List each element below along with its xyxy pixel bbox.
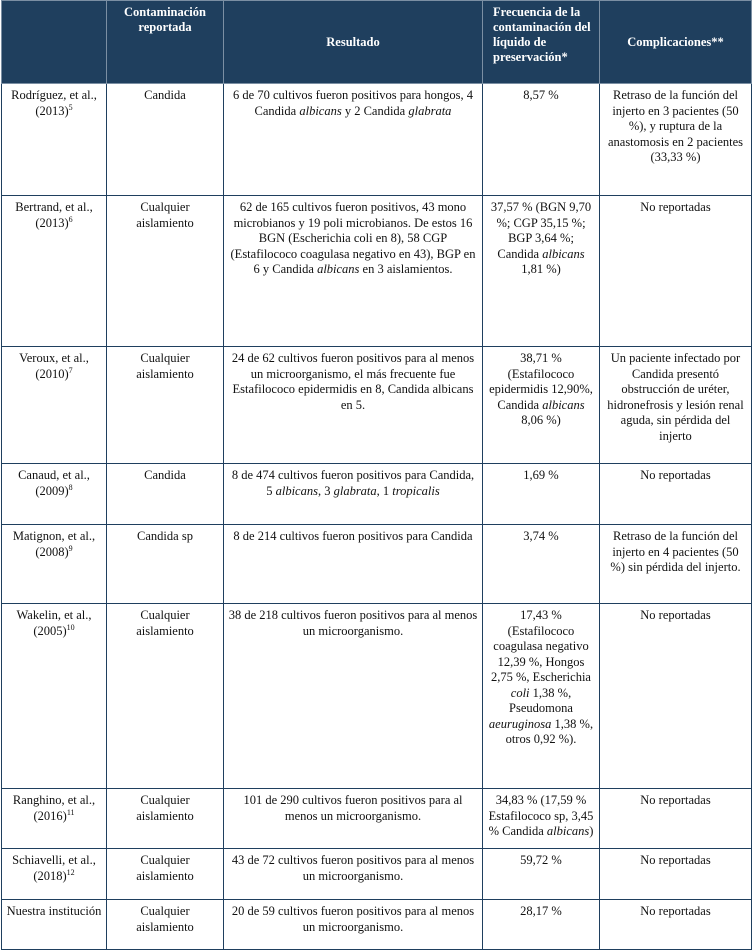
result-segment: 43 de 72 cultivos fueron positivos para al menos un microorganismo. [231,853,475,883]
frequency-cell [483,849,600,900]
header-study [2,1,107,84]
result-segment: 38 de 218 cultivos fueron positivos para al menos un microorganismo. [228,608,478,638]
contamination-cell: Candida [107,84,224,196]
result-segment: 8 de 474 cultivos fueron positivos para Candida, 5 [231,468,475,498]
result-segment: albicans [275,483,318,498]
frequency-segment: albicans [542,397,585,412]
frequency-segment: 34,83 % (17,59 % Estafilococo sp, 3,45 % Candida [488,793,594,838]
frequency-cell [483,900,600,950]
frequency-segment: 38,71 % (Estafilococo epidermidis 12,90%, Candida [489,351,593,412]
table-row [2,525,752,604]
reference-number: 5 [68,102,73,112]
reference-number: 11 [66,807,75,817]
result-segment: 62 de 165 cultivos fueron positivos, 43 mono microbianos y 19 poli microbianos. De estos 16 BGN (Escherichia coli en 8), 58 CGP (Estafilococo coagulasa negativo en 43), BGP en 6 y Candida [230,200,476,276]
reference-number: 12 [66,867,75,877]
result-cell [224,525,483,604]
complications-cell: No reportadas [600,900,752,950]
header-frequency: Frecuencia de la contaminación del líquido de preservación* [483,1,600,84]
header-result: Resultado [224,1,483,84]
study-name: Matignon, et al., (2008) [12,529,96,559]
study-name: Wakelin, et al., (2005) [16,608,92,638]
frequency-cell [483,84,600,196]
reference-number: 9 [68,543,73,553]
reference-number: 10 [66,622,75,632]
complications-cell: No reportadas [600,789,752,849]
frequency-segment: 8,06 %) [521,413,561,427]
frequency-segment: 37,57 % (BGN 9,70 %; CGP 35,15 %; BGP 3,64 %; Candida [490,200,592,261]
frequency-cell [483,604,600,789]
frequency-segment: albicans [542,246,585,261]
contamination-cell: Cualquier aislamiento [107,849,224,900]
complications-cell: Retraso de la función del injerto en 4 pacientes (50 %) sin pérdida del injerto. [600,525,752,604]
result-segment: albicans [299,103,342,118]
frequency-segment: 1,38 %, Pseudomona [509,685,573,715]
frequency-cell [483,789,600,849]
table-row [2,789,752,849]
result-segment: albicans [317,262,360,276]
result-segment: , 3 [317,483,334,498]
complications-cell: No reportadas [600,464,752,525]
result-segment: tropicalis [392,483,440,498]
reference-number: 8 [68,482,73,492]
contamination-cell: Candida sp [107,525,224,604]
complications-cell: Retraso de la función del injerto en 3 pacientes (50 %), y ruptura de la anastomosis en 2 pacientes (33,33 %) [600,84,752,196]
complications-cell: No reportadas [600,849,752,900]
contamination-cell: Cualquier aislamiento [107,196,224,347]
result-cell [224,849,483,900]
contamination-cell: Cualquier aislamiento [107,347,224,464]
result-segment: 101 de 290 cultivos fueron positivos para al menos un microorganismo. [243,793,463,823]
studies-table [1,0,752,950]
frequency-segment: aeuruginosa [488,716,552,731]
study-cell [2,196,107,347]
result-cell [224,789,483,849]
frequency-segment: ) [589,824,594,838]
frequency-cell [483,464,600,525]
result-cell [224,84,483,196]
frequency-segment: 28,17 % [520,904,562,918]
frequency-segment: 1,38 %, otros 0,92 %). [505,716,594,746]
study-cell [2,604,107,789]
table-row [2,84,752,196]
frequency-cell [483,525,600,604]
study-cell [2,464,107,525]
contamination-cell: Cualquier aislamiento [107,604,224,789]
complications-cell: Un paciente infectado por Candida presentó obstrucción de uréter, hidronefrosis y lesión renal aguda, sin pérdida del injerto [600,347,752,464]
contamination-cell: Cualquier aislamiento [107,900,224,950]
frequency-cell [483,347,600,464]
result-segment: glabrata [408,103,452,118]
study-cell [2,347,107,464]
reference-number: 6 [68,214,73,224]
header-complications: Complicaciones** [600,1,752,84]
table-body [2,84,752,950]
result-segment: , 1 [376,483,393,498]
study-name: Ranghino, et al., (2016) [12,793,96,823]
table-row [2,464,752,525]
frequency-segment: 59,72 % [520,853,562,867]
result-segment: 24 de 62 cultivos fueron positivos para al menos un microorganismo, el más frecuente fue Estafilococo epidermidis en 8, Candida albicans en 5. [231,351,475,412]
frequency-segment: albicans [546,824,590,838]
result-cell [224,604,483,789]
table-row [2,604,752,789]
result-cell [224,347,483,464]
study-name: Rodríguez, et al., (2013) [11,88,97,118]
header-contamination: Contaminación reportada [107,1,224,84]
frequency-segment: 1,69 % [523,468,559,482]
table-row [2,347,752,464]
result-segment: 20 de 59 cultivos fueron positivos para al menos un microorganismo. [231,904,475,934]
header-row [2,1,752,84]
reference-number: 7 [68,365,73,375]
table-row [2,849,752,900]
result-segment: en 3 aislamientos. [359,262,453,276]
result-segment: 6 de 70 cultivos fueron positivos para hongos, 4 Candida [233,88,473,118]
frequency-segment: 3,74 % [523,529,559,543]
result-segment: 8 de 214 cultivos fueron positivos para Candida [233,529,473,543]
study-name: Nuestra institución [6,904,102,918]
frequency-cell [483,196,600,347]
study-cell [2,900,107,950]
result-cell [224,464,483,525]
frequency-segment: 8,57 % [523,88,559,102]
study-cell [2,84,107,196]
contamination-cell: Cualquier aislamiento [107,789,224,849]
study-cell [2,789,107,849]
frequency-segment: coli [510,685,530,700]
study-cell [2,849,107,900]
result-cell [224,196,483,347]
study-name: Bertrand, et al., (2013) [15,200,93,230]
study-cell [2,525,107,604]
table-row [2,900,752,950]
result-cell [224,900,483,950]
complications-cell: No reportadas [600,196,752,347]
result-segment: glabrata [333,483,377,498]
study-name: Canaud, et al., (2009) [18,468,90,498]
frequency-segment: 17,43 % (Estafilococo coagulasa negativo 12,39 %, Hongos 2,75 %, Escherichia [491,608,591,684]
result-segment: y 2 Candida [341,103,409,118]
frequency-segment: 1,81 %) [521,262,561,276]
study-name: Schiavelli, et al., (2018) [12,853,96,883]
complications-cell: No reportadas [600,604,752,789]
study-name: Veroux, et al., (2010) [19,351,89,381]
contamination-cell: Candida [107,464,224,525]
table-row [2,196,752,347]
